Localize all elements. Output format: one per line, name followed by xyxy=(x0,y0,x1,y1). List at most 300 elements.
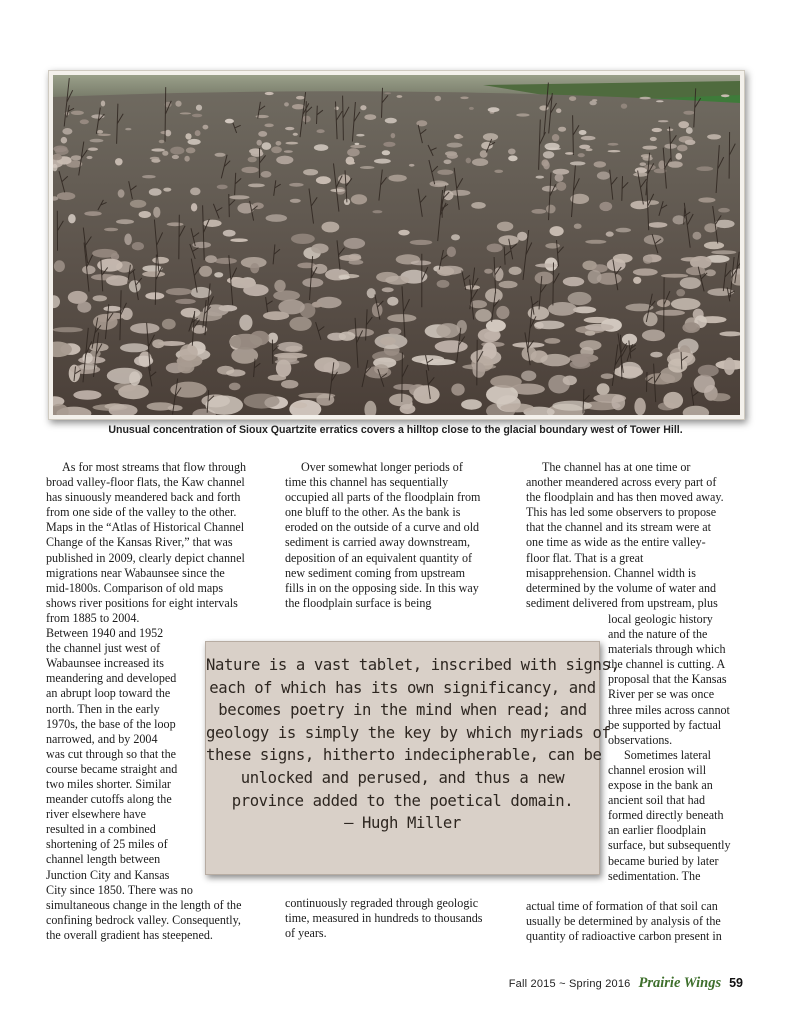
boulder xyxy=(90,139,104,143)
boulder xyxy=(147,402,175,410)
boulder xyxy=(276,360,291,377)
boulder xyxy=(316,176,331,184)
column-3-mid xyxy=(608,612,750,884)
boulder xyxy=(289,317,311,331)
boulder xyxy=(103,306,121,312)
boulder xyxy=(397,95,403,98)
boulder xyxy=(718,208,730,213)
boulder xyxy=(633,268,658,275)
boulder xyxy=(521,371,536,382)
text-line: an earlier floodplain xyxy=(608,823,707,838)
text-line: that the channel and its stream were at xyxy=(526,520,712,535)
photo-image xyxy=(53,75,740,415)
boulder xyxy=(289,183,304,187)
boulder xyxy=(546,205,556,214)
boulder xyxy=(544,338,560,344)
text-line: eroded on the outside of a curve and old xyxy=(285,520,480,535)
text-line: sediment delivered from upstream, plus xyxy=(526,595,718,610)
text-line: expose in the bank an xyxy=(608,778,713,793)
boulder xyxy=(536,176,544,179)
boulder xyxy=(285,127,294,130)
issue-date xyxy=(509,978,631,990)
boulder xyxy=(281,380,298,389)
boulder xyxy=(271,146,282,153)
boulder xyxy=(115,158,123,165)
boulder xyxy=(487,244,503,253)
boulder xyxy=(124,234,132,246)
text-line: actual time of formation of that soil can xyxy=(526,899,718,913)
text-line: the channel just west of xyxy=(46,641,161,656)
boulder xyxy=(185,133,191,139)
boulder xyxy=(274,353,307,359)
boulder xyxy=(191,203,197,211)
boulder xyxy=(322,222,340,233)
boulder xyxy=(262,142,272,150)
text-line: of years. xyxy=(285,926,327,941)
boulder xyxy=(545,243,560,249)
boulder xyxy=(162,319,176,330)
quote-line: becomes poetry in the mind when read; and xyxy=(218,701,587,720)
boulder xyxy=(142,271,165,277)
boulder xyxy=(494,170,503,173)
text-line: This has led some observers to propose xyxy=(526,505,717,520)
boulder xyxy=(447,143,463,148)
column-3-top xyxy=(526,460,748,611)
boulder xyxy=(284,102,289,106)
boulder xyxy=(693,232,702,240)
boulder xyxy=(642,146,657,150)
quote-attribution: — Hugh Miller xyxy=(344,814,461,833)
boulder xyxy=(317,129,325,133)
text-line: Over somewhat longer periods of xyxy=(301,460,463,474)
boulder xyxy=(175,299,196,304)
boulder xyxy=(563,376,577,386)
boulder xyxy=(484,269,492,274)
boulder xyxy=(686,127,693,134)
boulder xyxy=(608,150,621,152)
column-2-bottom xyxy=(285,896,505,941)
boulder xyxy=(350,145,366,148)
text-line: 1970s, the base of the loop xyxy=(46,716,176,731)
boulder xyxy=(500,403,533,412)
boulder xyxy=(150,157,160,160)
boulder xyxy=(118,384,149,399)
boulder xyxy=(410,240,433,245)
text-line: City since 1850. There was no xyxy=(46,882,193,897)
quote-line: province added to the poetical domain. xyxy=(231,791,574,810)
boulder xyxy=(344,238,366,249)
boulder xyxy=(490,375,522,388)
text-line: new sediment coming from upstream xyxy=(285,565,466,580)
photo-frame xyxy=(48,70,745,420)
boulder xyxy=(550,226,564,236)
boulder xyxy=(285,142,298,145)
boulder xyxy=(382,150,390,155)
boulder xyxy=(73,390,101,399)
text-line: time, measured in hundreds to thousands xyxy=(285,911,483,926)
boulder xyxy=(178,361,195,373)
text-line: channel erosion will xyxy=(608,762,707,777)
boulder xyxy=(82,353,92,364)
text-line: river elsewhere have xyxy=(46,807,147,822)
boulder xyxy=(142,265,162,272)
boulder xyxy=(293,133,298,136)
boulder xyxy=(497,222,513,232)
boulder xyxy=(413,385,439,403)
boulder xyxy=(499,281,518,289)
boulder xyxy=(170,147,184,155)
text-line: published in 2009, clearly depict channel xyxy=(46,550,245,565)
boulder xyxy=(466,158,471,164)
boulder xyxy=(437,170,453,175)
boulder xyxy=(656,100,664,102)
boulder xyxy=(471,202,486,209)
boulder xyxy=(545,143,560,150)
text-line: shows river positions for eight intervals xyxy=(46,595,238,610)
boulder xyxy=(346,157,355,165)
text-line: continuously regraded through geologic xyxy=(285,896,479,910)
boulder xyxy=(721,94,730,97)
boulder xyxy=(648,222,667,228)
boulder xyxy=(472,158,488,166)
boulder xyxy=(214,272,223,277)
boulder xyxy=(217,366,234,375)
boulder xyxy=(139,211,151,218)
text-line: Sometimes lateral xyxy=(624,747,711,762)
boulder xyxy=(444,160,452,165)
photo-caption: Unusual concentration of Sioux Quartzite erratics covers a hilltop close to the glacial boundary west of Tower Hill. xyxy=(108,424,683,436)
boulder xyxy=(581,136,596,140)
page-number: 59 xyxy=(729,976,743,990)
boulder xyxy=(633,172,648,176)
text-line: three miles across cannot xyxy=(608,702,730,717)
boulder xyxy=(585,148,592,151)
text-line: one time as wide as the entire valley- xyxy=(526,535,706,550)
boulder xyxy=(565,152,574,155)
boulder xyxy=(215,258,237,264)
boulder xyxy=(460,97,468,100)
boulder xyxy=(411,261,432,266)
boulder xyxy=(435,96,442,101)
boulder xyxy=(640,162,647,166)
boulder xyxy=(249,148,262,154)
boulder xyxy=(469,107,474,110)
boulder xyxy=(435,340,468,352)
boulder xyxy=(159,140,165,143)
boulder xyxy=(54,260,65,272)
boulder xyxy=(120,343,149,352)
boulder xyxy=(671,298,701,310)
boulder xyxy=(263,311,289,320)
text-line: surface, but subsequently xyxy=(608,838,731,853)
boulder xyxy=(678,121,689,128)
text-line: Junction City and Kansas xyxy=(46,867,170,882)
boulder xyxy=(556,182,566,191)
boulder xyxy=(163,188,171,192)
boulder xyxy=(205,255,217,263)
boulder xyxy=(391,133,396,138)
boulder xyxy=(663,392,683,409)
boulder xyxy=(475,309,491,322)
boulder xyxy=(330,189,344,192)
boulder xyxy=(195,130,201,136)
text-line: two miles shorter. Similar xyxy=(46,776,171,791)
quote-line: geology is simply the key by which myriads of xyxy=(206,723,611,742)
boulder xyxy=(445,151,457,156)
boulder xyxy=(385,118,397,124)
boulder xyxy=(383,142,395,147)
boulder xyxy=(190,188,200,196)
boulder xyxy=(531,209,546,214)
boulder xyxy=(380,337,396,346)
boulder xyxy=(585,324,614,331)
boulder xyxy=(387,297,398,306)
boulder xyxy=(229,334,262,350)
boulder xyxy=(355,143,360,145)
boulder xyxy=(677,145,688,152)
boulder xyxy=(630,201,649,209)
boulder xyxy=(291,234,315,244)
text-line: confining bedrock valley. Consequently, xyxy=(46,912,241,927)
boulder xyxy=(685,140,696,145)
boulder xyxy=(579,130,587,135)
boulder xyxy=(613,254,633,263)
text-line: migrations near Wabaunsee since the xyxy=(46,565,225,580)
boulder xyxy=(116,219,134,224)
boulder xyxy=(597,383,610,395)
boulder xyxy=(347,148,360,156)
boulder xyxy=(82,265,95,274)
boulder xyxy=(585,240,606,244)
boulder xyxy=(400,404,416,414)
text-line: determined by the volume of water and xyxy=(526,580,717,595)
boulder xyxy=(696,166,713,171)
boulder xyxy=(107,368,143,384)
boulder xyxy=(634,398,645,415)
boulder xyxy=(556,108,561,113)
text-line: be supported by factual xyxy=(608,717,722,732)
boulder xyxy=(192,114,202,117)
boulder xyxy=(563,277,584,286)
boulder xyxy=(292,104,305,109)
boulder xyxy=(668,161,683,168)
boulder xyxy=(621,104,627,109)
boulder xyxy=(68,214,76,223)
boulder xyxy=(215,153,226,157)
boulder xyxy=(106,275,129,286)
boulder xyxy=(508,149,516,155)
boulder xyxy=(121,308,133,320)
boulder xyxy=(704,242,724,250)
boulder xyxy=(650,137,657,141)
text-line: channel length between xyxy=(46,852,161,867)
boulder xyxy=(724,358,735,376)
text-line: the floodplain and has then moved away. xyxy=(526,490,724,505)
boulder xyxy=(641,154,652,158)
boulder xyxy=(534,321,564,330)
boulder xyxy=(276,141,282,146)
text-line: from 1885 to 2004. xyxy=(46,610,140,625)
boulder xyxy=(53,327,83,332)
boulder xyxy=(552,134,559,141)
text-line: the channel is cutting. A xyxy=(608,657,726,672)
boulder xyxy=(264,124,273,128)
boulder xyxy=(92,249,117,258)
column-3-bottom xyxy=(526,899,748,944)
boulder xyxy=(535,264,558,268)
boulder xyxy=(655,310,685,316)
text-line: and the nature of the xyxy=(608,627,708,642)
boulder xyxy=(229,383,241,391)
season-separator: ~ xyxy=(559,978,566,990)
boulder xyxy=(356,134,364,137)
boulder xyxy=(680,277,701,289)
quote-line: these signs, hitherto indecipherable, can be xyxy=(206,746,602,765)
text-line: time this channel has sequentially xyxy=(285,475,449,490)
text-line: misapprehension. Channel width is xyxy=(526,565,696,580)
column-2-top xyxy=(285,460,505,611)
boulder xyxy=(311,244,328,254)
boulder xyxy=(535,272,554,285)
boulder xyxy=(167,222,184,226)
boulder xyxy=(118,189,125,198)
boulder xyxy=(71,155,82,160)
boulder xyxy=(540,354,570,366)
boulder xyxy=(230,278,256,288)
boulder xyxy=(616,228,631,233)
boulder xyxy=(555,174,564,182)
boulder xyxy=(543,151,554,158)
boulder xyxy=(676,289,685,296)
text-line: narrowed, and by 2004 xyxy=(46,731,158,746)
boulder xyxy=(188,139,201,145)
boulder xyxy=(257,140,262,146)
boulder xyxy=(261,171,272,178)
text-line: formed directly beneath xyxy=(608,808,724,823)
boulder xyxy=(199,266,212,277)
boulder xyxy=(181,308,201,318)
quote-line: Nature is a vast tablet, inscribed with signs, xyxy=(206,656,620,674)
boulder xyxy=(303,169,318,175)
boulder xyxy=(244,394,280,409)
boulder xyxy=(184,156,189,162)
boulder xyxy=(639,97,650,100)
boulder xyxy=(633,277,641,284)
boulder xyxy=(574,224,582,229)
boulder xyxy=(553,169,570,175)
boulder xyxy=(569,96,576,101)
boulder xyxy=(447,247,456,258)
boulder xyxy=(376,272,398,282)
boulder xyxy=(681,257,701,261)
text-line: the overall gradient has steepened. xyxy=(46,927,213,942)
boulder xyxy=(97,130,103,134)
boulder xyxy=(217,185,228,190)
boulder xyxy=(239,315,252,331)
boulder xyxy=(152,339,164,348)
boulder xyxy=(398,230,409,236)
text-line: The channel has at one time or xyxy=(542,460,691,474)
quote-line: each of which has its own significancy, and xyxy=(209,678,596,697)
boulder xyxy=(296,96,304,100)
boulder xyxy=(650,352,662,358)
text-line: north. Then in the early xyxy=(46,701,160,716)
boulder xyxy=(225,119,234,124)
text-line: materials through which xyxy=(608,642,726,657)
boulder xyxy=(57,192,75,200)
text-line: mid-1800s. Comparison of old maps xyxy=(46,580,224,595)
boulder xyxy=(145,292,164,299)
boulder xyxy=(180,344,198,360)
boulder xyxy=(149,188,162,196)
boulder xyxy=(132,242,144,250)
boulder xyxy=(558,127,566,132)
text-line: shortening of 25 miles of xyxy=(46,837,168,852)
boulder xyxy=(77,302,91,313)
text-line: has sinuously meandered back and forth xyxy=(46,490,241,505)
text-line: Between 1940 and 1952 xyxy=(46,626,164,641)
text-line: deposition of an equivalent quantity of xyxy=(285,550,473,565)
text-line: an abrupt loop toward the xyxy=(46,686,171,701)
boulder xyxy=(61,137,67,144)
boulder xyxy=(316,394,334,406)
boulder xyxy=(676,153,683,160)
boulder xyxy=(203,220,222,227)
boulder xyxy=(589,101,596,106)
pull-quote-text xyxy=(206,654,620,835)
text-line: ancient soil that had xyxy=(608,793,706,808)
text-line: sedimentation. The xyxy=(608,868,701,883)
text-line: As for most streams that flow through xyxy=(62,460,247,474)
boulder xyxy=(683,111,694,115)
boulder xyxy=(84,211,101,216)
boulder xyxy=(339,255,361,261)
text-line: resulted in a combined xyxy=(46,822,156,837)
boulder xyxy=(364,114,376,120)
text-line: occupied all parts of the floodplain from xyxy=(285,490,481,505)
boulder xyxy=(599,202,612,211)
boulder xyxy=(541,159,548,166)
boulder xyxy=(314,357,339,372)
boulder xyxy=(266,214,287,222)
boulder xyxy=(451,234,460,240)
boulder xyxy=(360,166,375,169)
boulder xyxy=(265,92,274,95)
boulder xyxy=(367,288,376,298)
boulder xyxy=(517,232,527,241)
boulder xyxy=(597,172,610,180)
boulder xyxy=(302,116,311,123)
text-line: usually be determined by analysis of the xyxy=(526,914,721,929)
boulder xyxy=(430,181,448,188)
boulder xyxy=(151,148,165,151)
text-line: course became straight and xyxy=(46,761,178,776)
boulder xyxy=(686,267,706,276)
boulder xyxy=(643,312,657,326)
boulder xyxy=(130,200,146,208)
boulder xyxy=(570,161,586,165)
boulder xyxy=(62,128,72,135)
boulder xyxy=(711,250,736,254)
boulder xyxy=(274,280,285,292)
pull-quote xyxy=(205,641,620,875)
boulder xyxy=(387,314,416,322)
boulder xyxy=(175,101,181,107)
boulder xyxy=(384,92,391,94)
page-footer xyxy=(509,975,743,995)
boulder xyxy=(642,330,665,342)
boulder xyxy=(230,238,248,242)
